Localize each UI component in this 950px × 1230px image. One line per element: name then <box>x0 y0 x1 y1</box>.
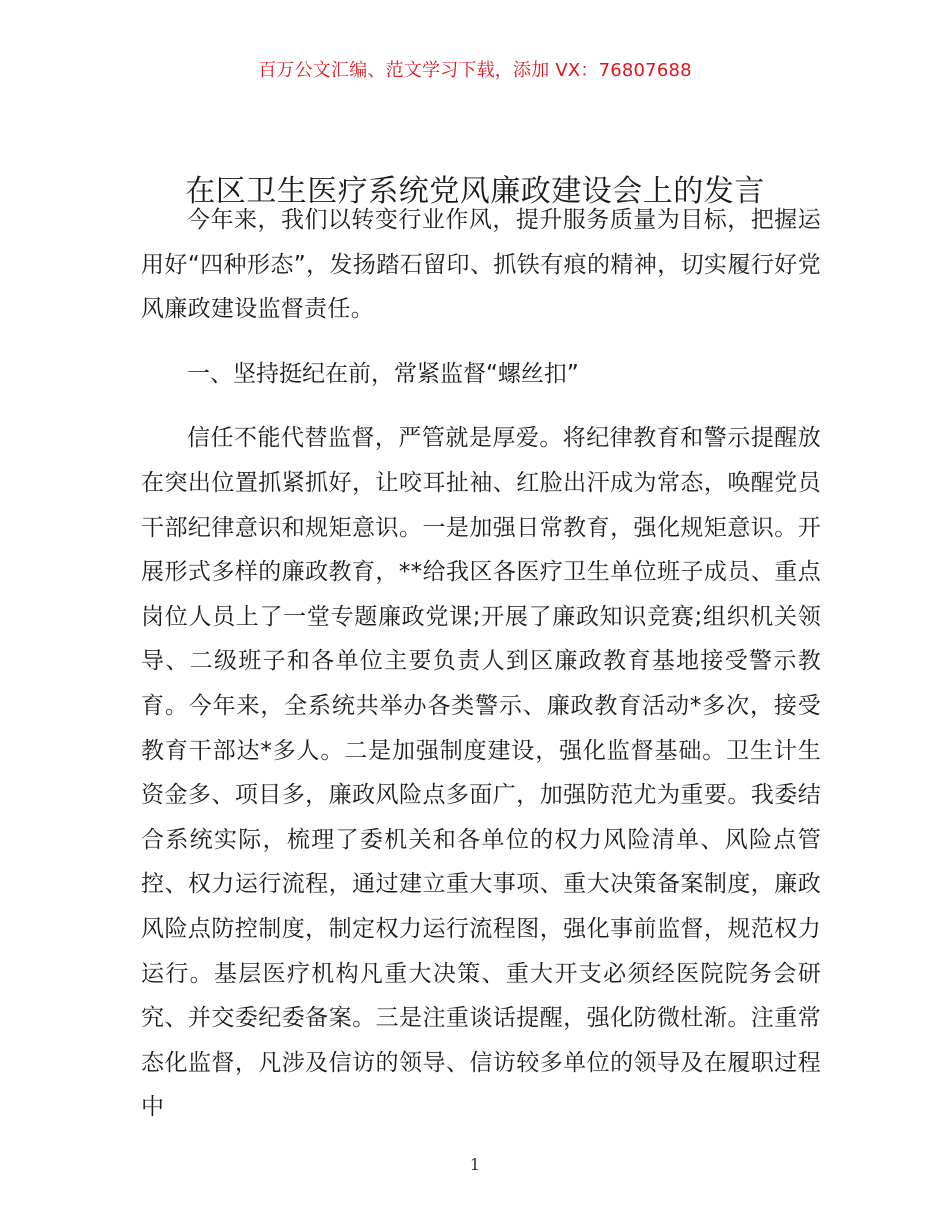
body-paragraph: 信任不能代替监督，严管就是厚爱。将纪律教育和警示提醒放在突出位置抓紧抓好，让咬耳扯袖、红脸出汗成为常态，唤醒党员干部纪律意识和规矩意识。一是加强日常教育，强化规矩意识。开展形式多样的廉政教育，**给我区各医疗卫生单位班子成员、重点岗位人员上了一堂专题廉政党课;开展了廉政知识竞赛;组织机关领导、二级班子和各单位主要负责人到区廉政教育基地接受警示教育。今年来，全系统共举办各类警示、廉政教育活动*多次，接受教育干部达*多人。二是加强制度建设，强化监督基础。卫生计生资金多、项目多，廉政风险点多面广，加强防范尤为重要。我委结合系统实际，梳理了委机关和各单位的权力风险清单、风险点管控、权力运行流程，通过建立重大事项、重大决策备案制度，廉政风险点防控制度，制定权力运行流程图，强化事前监督，规范权力运行。基层医疗机构凡重大决策、重大开支必须经医院院务会研究、并交委纪委备案。三是注重谈话提醒，强化防微杜渐。注重常态化监督，凡涉及信访的领导、信访较多单位的领导及在履职过程中 <box>141 425 821 1121</box>
intro-paragraph: 今年来，我们以转变行业作风，提升服务质量为目标，把握运用好“四种形态”，发扬踏石留印、抓铁有痕的精神，切实履行好党风廉政建设监督责任。 <box>141 207 821 323</box>
page-number: 1 <box>469 1155 481 1174</box>
document-body <box>141 198 821 1130</box>
watermark-header: 百万公文汇编、范文学习下载，添加 VX：76807688 <box>258 60 692 81</box>
document-title: 在区卫生医疗系统党风廉政建设会上的发言 <box>185 174 765 209</box>
section-heading: 一、坚持挺纪在前，常紧监督“螺丝扣” <box>187 360 579 387</box>
